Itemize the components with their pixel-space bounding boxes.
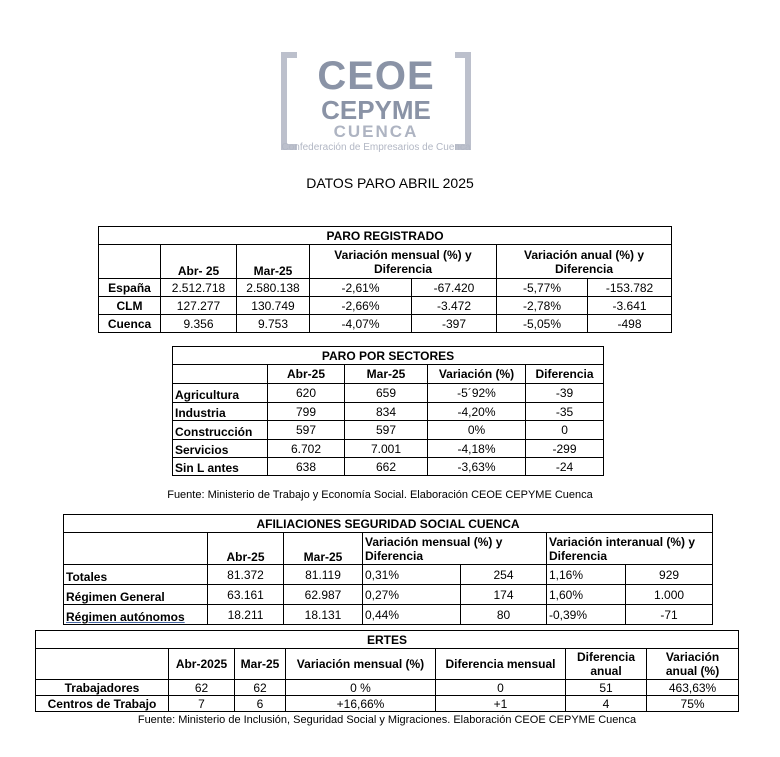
cell: 9.753 (237, 315, 310, 333)
cell: -35 (526, 403, 604, 421)
cell: 638 (268, 458, 345, 476)
cell: -39 (526, 384, 604, 403)
row-label: España (99, 279, 161, 297)
afiliaciones-table (63, 514, 713, 625)
cell: 0,31% (363, 565, 461, 585)
ceoe-cepyme-cuenca-logo (281, 52, 471, 155)
column-header: Variación mensual (%) y Diferencia (363, 533, 547, 565)
cell: 62 (235, 680, 286, 696)
cell: 18.211 (208, 605, 284, 625)
cell: 2.512.718 (161, 279, 237, 297)
row-label: CLM (99, 297, 161, 315)
cell: -4,18% (428, 440, 526, 458)
cell: 597 (268, 421, 345, 440)
table-row (99, 279, 672, 297)
cell: +16,66% (286, 696, 436, 712)
row-label: Trabajadores (36, 680, 169, 696)
table-corner (36, 649, 169, 680)
table-corner (99, 245, 161, 279)
cell: 80 (461, 605, 547, 625)
cell: -5,05% (497, 315, 588, 333)
cell: 0 % (286, 680, 436, 696)
cell: -24 (526, 458, 604, 476)
cell: 6.702 (268, 440, 345, 458)
logo-line3: CUENCA (333, 122, 419, 141)
table-title: PARO REGISTRADO (99, 227, 672, 245)
column-header: Mar-25 (284, 533, 363, 565)
cell: -397 (412, 315, 497, 333)
cell: 597 (345, 421, 428, 440)
table-row (173, 458, 604, 476)
cell: 0% (428, 421, 526, 440)
row-label: Sin L antes (173, 458, 268, 476)
row-label: Servicios (173, 440, 268, 458)
row-label: Totales (64, 565, 208, 585)
column-header: Mar-25 (235, 649, 286, 680)
table-row (173, 403, 604, 421)
cell: -299 (526, 440, 604, 458)
cell: -5,77% (497, 279, 588, 297)
cell: -5´92% (428, 384, 526, 403)
row-label: Centros de Trabajo (36, 696, 169, 712)
table-title: AFILIACIONES SEGURIDAD SOCIAL CUENCA (64, 515, 713, 533)
table-row (99, 315, 672, 333)
column-header: Diferencia anual (566, 649, 647, 680)
cell: 834 (345, 403, 428, 421)
column-header: Abr-25 (268, 365, 345, 384)
row-label: Agricultura (173, 384, 268, 403)
table-row (173, 440, 604, 458)
cell: 659 (345, 384, 428, 403)
cell: 18.131 (284, 605, 363, 625)
cell: -153.782 (588, 279, 672, 297)
cell: 62 (169, 680, 235, 696)
cell: -2,66% (310, 297, 412, 315)
cell: 254 (461, 565, 547, 585)
cell: 75% (647, 696, 739, 712)
column-header: Variación mensual (%) (286, 649, 436, 680)
table-row (173, 421, 604, 440)
cell: -498 (588, 315, 672, 333)
ertes-table (35, 630, 739, 712)
row-label: Cuenca (99, 315, 161, 333)
cell: 81.119 (284, 565, 363, 585)
source-note-2: Fuente: Ministerio de Inclusión, Seguridad Social y Migraciones. Elaboración CEOE CEPYME Cuenca (137, 714, 637, 726)
column-header: Abr-2025 (169, 649, 235, 680)
paro-registrado-table (98, 226, 672, 333)
cell: 0,27% (363, 585, 461, 605)
cell: 6 (235, 696, 286, 712)
cell: -2,61% (310, 279, 412, 297)
cell: 1.000 (626, 585, 713, 605)
column-header: Abr-25 (208, 533, 284, 565)
cell: 799 (268, 403, 345, 421)
column-header: Variación (%) (428, 365, 526, 384)
row-label (64, 605, 208, 625)
cell: 662 (345, 458, 428, 476)
cell: -71 (626, 605, 713, 625)
cell: 9.356 (161, 315, 237, 333)
cell: 51 (566, 680, 647, 696)
column-header: Variación anual (%) (647, 649, 739, 680)
table-row (99, 297, 672, 315)
column-header: Variación mensual (%) y Diferencia (310, 245, 497, 279)
cell: -3,63% (428, 458, 526, 476)
cell: 7.001 (345, 440, 428, 458)
document-title: DATOS PARO ABRIL 2025 (306, 175, 474, 191)
cell: 463,63% (647, 680, 739, 696)
table-row (36, 680, 739, 696)
table-row (64, 565, 713, 585)
table-corner (173, 365, 268, 384)
cell: 1,60% (547, 585, 626, 605)
cell: 4 (566, 696, 647, 712)
table-row (173, 384, 604, 403)
cell: -3.472 (412, 297, 497, 315)
cell: 2.580.138 (237, 279, 310, 297)
column-header: Mar-25 (237, 245, 310, 279)
cell: 130.749 (237, 297, 310, 315)
column-header: Variación anual (%) y Diferencia (497, 245, 672, 279)
row-label: Régimen General (64, 585, 208, 605)
cell: 127.277 (161, 297, 237, 315)
paro-sectores-table (172, 346, 604, 476)
cell: -67.420 (412, 279, 497, 297)
cell: 63.161 (208, 585, 284, 605)
logo-line2: CEPYME (321, 95, 431, 125)
table-row (64, 605, 713, 625)
column-header: Diferencia mensual (436, 649, 566, 680)
cell: +1 (436, 696, 566, 712)
cell: 929 (626, 565, 713, 585)
table-title: ERTES (36, 631, 739, 649)
regimen-autonomos-label: Régimen autónomos (66, 610, 185, 624)
column-header: Abr- 25 (161, 245, 237, 279)
cell: 0,44% (363, 605, 461, 625)
column-header: Mar-25 (345, 365, 428, 384)
cell: 620 (268, 384, 345, 403)
cell: 0 (526, 421, 604, 440)
cell: 174 (461, 585, 547, 605)
column-header: Diferencia (526, 365, 604, 384)
table-title: PARO POR SECTORES (173, 347, 604, 365)
cell: 81.372 (208, 565, 284, 585)
cell: -0,39% (547, 605, 626, 625)
logo-line1: CEOE (317, 54, 435, 98)
table-corner (64, 533, 208, 565)
table-row (36, 696, 739, 712)
logo-tagline: Confederación de Empresarios de Cuenca (281, 142, 471, 153)
cell: 0 (436, 680, 566, 696)
cell: -2,78% (497, 297, 588, 315)
row-label: Industria (173, 403, 268, 421)
cell: -4,20% (428, 403, 526, 421)
cell: 1,16% (547, 565, 626, 585)
cell: -3.641 (588, 297, 672, 315)
table-row (64, 585, 713, 605)
cell: 62.987 (284, 585, 363, 605)
column-header: Variación interanual (%) y Diferencia (547, 533, 713, 565)
cell: -4,07% (310, 315, 412, 333)
cell: 7 (169, 696, 235, 712)
row-label: Construcción (173, 421, 268, 440)
source-note-1: Fuente: Ministerio de Trabajo y Economía Social. Elaboración CEOE CEPYME Cuenca (167, 489, 593, 501)
